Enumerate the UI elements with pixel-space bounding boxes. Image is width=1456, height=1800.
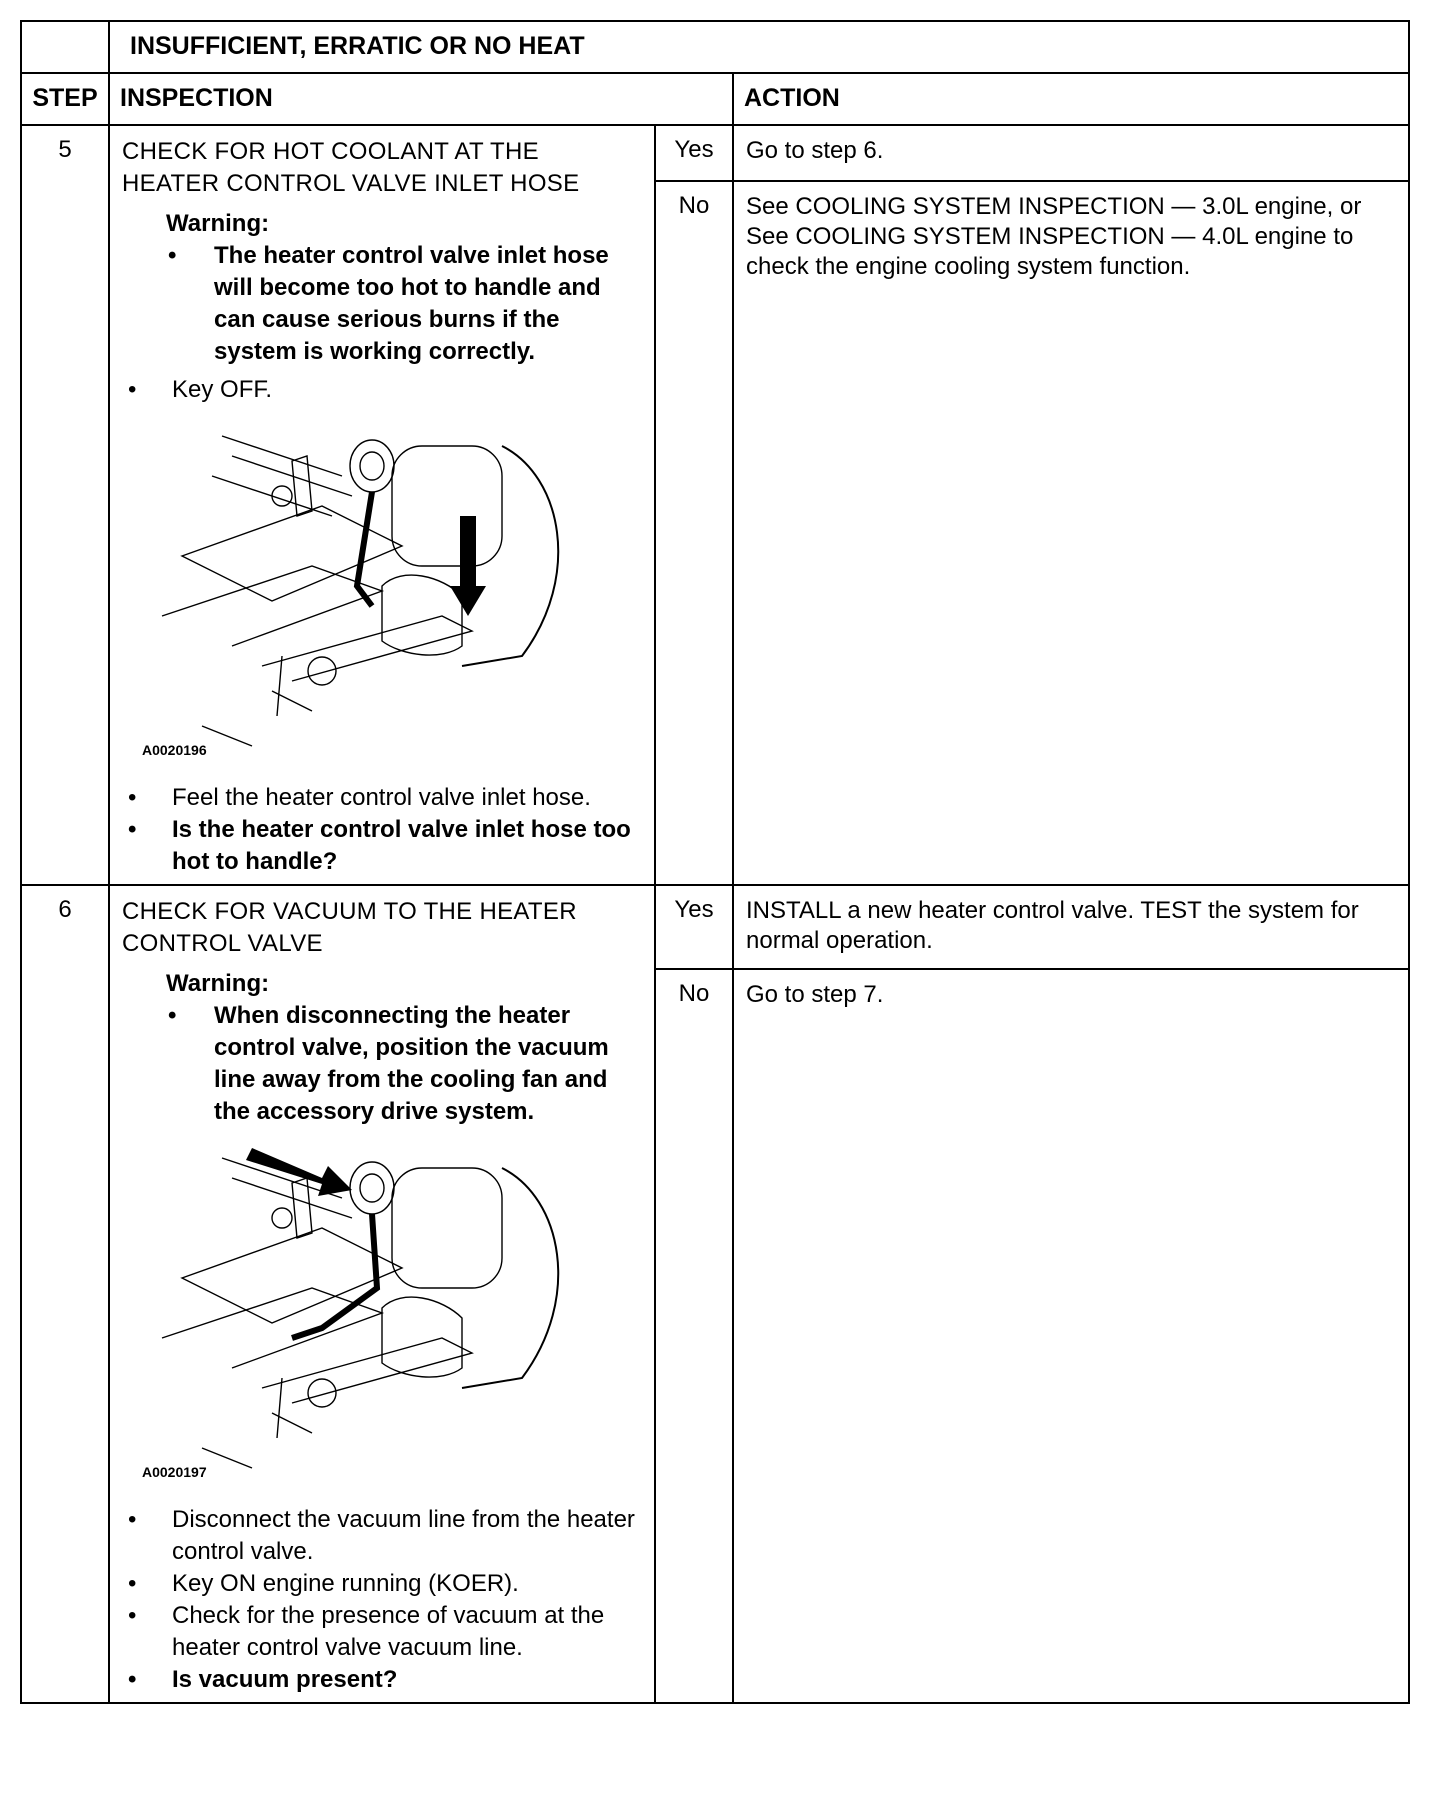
- no-action: Go to step 7.: [733, 969, 1409, 1703]
- valve-body: [392, 1168, 502, 1288]
- engine-bracket-lines: [162, 1288, 382, 1368]
- inspection-header: INSPECTION: [109, 73, 733, 125]
- step-5-inspection: [109, 125, 655, 885]
- step-number: 5: [21, 125, 109, 885]
- question-item: • Is vacuum present?: [122, 1664, 642, 1696]
- warning-label: Warning:: [166, 210, 270, 237]
- hatching-lines: [212, 436, 352, 516]
- heater-valve-illustration: [122, 416, 642, 776]
- bolt-head: [272, 1208, 292, 1228]
- no-action: See COOLING SYSTEM INSPECTION — 3.0L engine, or See COOLING SYSTEM INSPECTION — 4.0L engine to check the engine cooling system function.: [733, 181, 1409, 885]
- no-label: No: [655, 969, 733, 1703]
- engine-cover-outline: [462, 446, 558, 666]
- valve-port-inner: [360, 452, 384, 480]
- bullet-item: • Check for the presence of vacuum at the heater control valve vacuum line.: [122, 1600, 642, 1664]
- label-leader: [202, 1448, 252, 1468]
- bullet-item: • Feel the heater control valve inlet hose.: [122, 782, 642, 814]
- title-spacer: [21, 21, 109, 73]
- header-row: [21, 73, 1409, 125]
- valve-port-inner: [360, 1174, 384, 1202]
- label-leader: [202, 726, 252, 746]
- no-label: No: [655, 181, 733, 885]
- bullet-item: • Key OFF.: [122, 374, 642, 406]
- warning-item: • When disconnecting the heater control valve, position the vacuum line away from the cooling fan and the accessory drive system.: [166, 1000, 642, 1128]
- warning-label: Warning:: [166, 970, 270, 997]
- lower-detail-lines: [272, 1378, 312, 1438]
- title-row: [21, 21, 1409, 73]
- coolant-hose: [262, 1338, 472, 1403]
- yes-label: Yes: [655, 125, 733, 181]
- step-6-row-yes: [21, 885, 1409, 969]
- fitting-circle: [308, 657, 336, 685]
- inlet-hose-diagram: [142, 416, 702, 766]
- hose-clamp-assembly: [382, 1297, 462, 1377]
- step-heading: CHECK FOR VACUUM TO THE HEATER CONTROL VALVE: [122, 898, 577, 957]
- coolant-hose: [262, 616, 472, 681]
- engine-cover-outline: [462, 1168, 558, 1388]
- step-6-inspection: [109, 885, 655, 1703]
- valve-body: [392, 446, 502, 566]
- action-header: ACTION: [733, 73, 1409, 125]
- figure-id: A0020196: [142, 742, 207, 758]
- vacuum-line-diagram: [142, 1138, 702, 1488]
- post-bullet-list: [122, 782, 642, 878]
- step-heading: CHECK FOR HOT COOLANT AT THE HEATER CONTROL VALVE INLET HOSE: [122, 138, 580, 197]
- yes-label: Yes: [655, 885, 733, 969]
- figure-id: A0020197: [142, 1464, 207, 1480]
- fitting-circle: [308, 1379, 336, 1407]
- warning-list: [166, 1000, 642, 1128]
- engine-bracket-lines: [162, 566, 382, 646]
- step-number: 6: [21, 885, 109, 1703]
- step-5-row-yes: [21, 125, 1409, 181]
- diagnostic-table: [20, 20, 1410, 1704]
- bolt-head: [272, 486, 292, 506]
- valve-port: [350, 440, 394, 492]
- bullet-item: • Key ON engine running (KOER).: [122, 1568, 642, 1600]
- step-header: STEP: [21, 73, 109, 125]
- bullet-item: • Disconnect the vacuum line from the heater control valve.: [122, 1504, 642, 1568]
- lower-detail-lines: [272, 656, 312, 716]
- vacuum-line-illustration: [122, 1138, 642, 1498]
- pre-bullet-list: [122, 374, 642, 406]
- valve-port: [350, 1162, 394, 1214]
- warning-item: • The heater control valve inlet hose will become too hot to handle and can cause serious burns if the system is working correctly.: [166, 240, 642, 368]
- table-title: INSUFFICIENT, ERRATIC OR NO HEAT: [109, 21, 1409, 73]
- post-bullet-list: [122, 1504, 642, 1696]
- yes-action: Go to step 6.: [733, 125, 1409, 181]
- vacuum-line: [357, 492, 372, 606]
- question-item: • Is the heater control valve inlet hose too hot to handle?: [122, 814, 642, 878]
- yes-action: INSTALL a new heater control valve. TEST the system for normal operation.: [733, 885, 1409, 969]
- hose-clamp-assembly: [382, 575, 462, 655]
- warning-list: [166, 240, 642, 368]
